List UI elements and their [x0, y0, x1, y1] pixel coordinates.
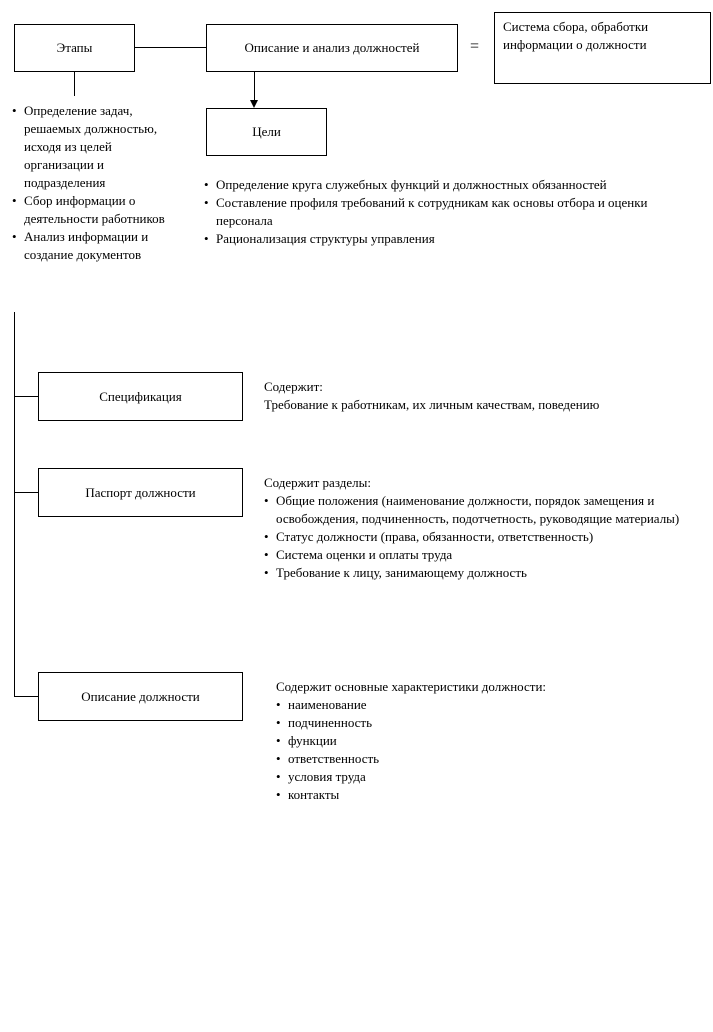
description-box [38, 672, 243, 721]
system-box [494, 12, 711, 84]
stages-box-label: Этапы [56, 40, 93, 55]
goals-item: • Рационализация структуры управления [204, 231, 435, 246]
description-heading: Содержит основные характеристики должности: [276, 679, 547, 694]
description-box-label: Описание должности [81, 688, 200, 704]
system-box-label: Система сбора, обработки информации о должности [503, 19, 649, 52]
passport-heading: Содержит разделы: [264, 475, 371, 490]
description-item: • ответственность [276, 751, 380, 766]
connector-spec [14, 396, 38, 397]
equals-sign: = [470, 38, 480, 55]
connector-passport [14, 492, 38, 493]
spec-box [38, 372, 243, 421]
description-item: • подчиненность [276, 715, 373, 730]
passport-item: • Общие положения (наименование должности, порядок замещения и освобождения, подчиненность, подотчетность, руководящие материалы) [264, 493, 680, 526]
passport-content [264, 474, 704, 582]
passport-item: • Требование к лицу, занимающему должность [264, 565, 527, 580]
goals-item: • Составление профиля требований к сотрудникам как основы отбора и оценки персонала [204, 195, 648, 228]
description-item: • условия труда [276, 769, 366, 784]
connector-stages-down [74, 72, 75, 96]
connector-stages-main [135, 47, 206, 48]
spec-box-label: Спецификация [99, 388, 182, 404]
stages-item: • Анализ информации и создание документов [12, 229, 149, 262]
description-content [276, 678, 696, 804]
goals-box-label: Цели [252, 124, 281, 139]
spec-text: Требование к работникам, их личным качествам, поведению [264, 397, 600, 412]
stages-list [12, 102, 168, 264]
goals-list [204, 176, 704, 248]
spec-heading: Содержит: [264, 379, 323, 394]
passport-item: • Статус должности (права, обязанности, ответственность) [264, 529, 594, 544]
main-box-label: Описание и анализ должностей [244, 40, 420, 55]
goals-box [206, 108, 327, 156]
arrowhead-goals [250, 100, 258, 108]
spine-line [14, 312, 15, 696]
passport-box-label: Паспорт должности [85, 484, 196, 500]
passport-item: • Система оценки и оплаты труда [264, 547, 453, 562]
stages-item: • Определение задач, решаемых должностью, исходя из целей организации и подразделения [12, 103, 158, 190]
description-item: • наименование [276, 697, 367, 712]
main-box [206, 24, 458, 72]
description-item: • функции [276, 733, 337, 748]
goals-item: • Определение круга служебных функций и должностных обязанностей [204, 177, 607, 192]
stages-item: • Сбор информации о деятельности работников [12, 193, 165, 226]
connector-main-goals [254, 72, 255, 100]
description-item: • контакты [276, 787, 340, 802]
spec-content [264, 378, 704, 414]
stages-box [14, 24, 135, 72]
connector-description [14, 696, 38, 697]
passport-box [38, 468, 243, 517]
